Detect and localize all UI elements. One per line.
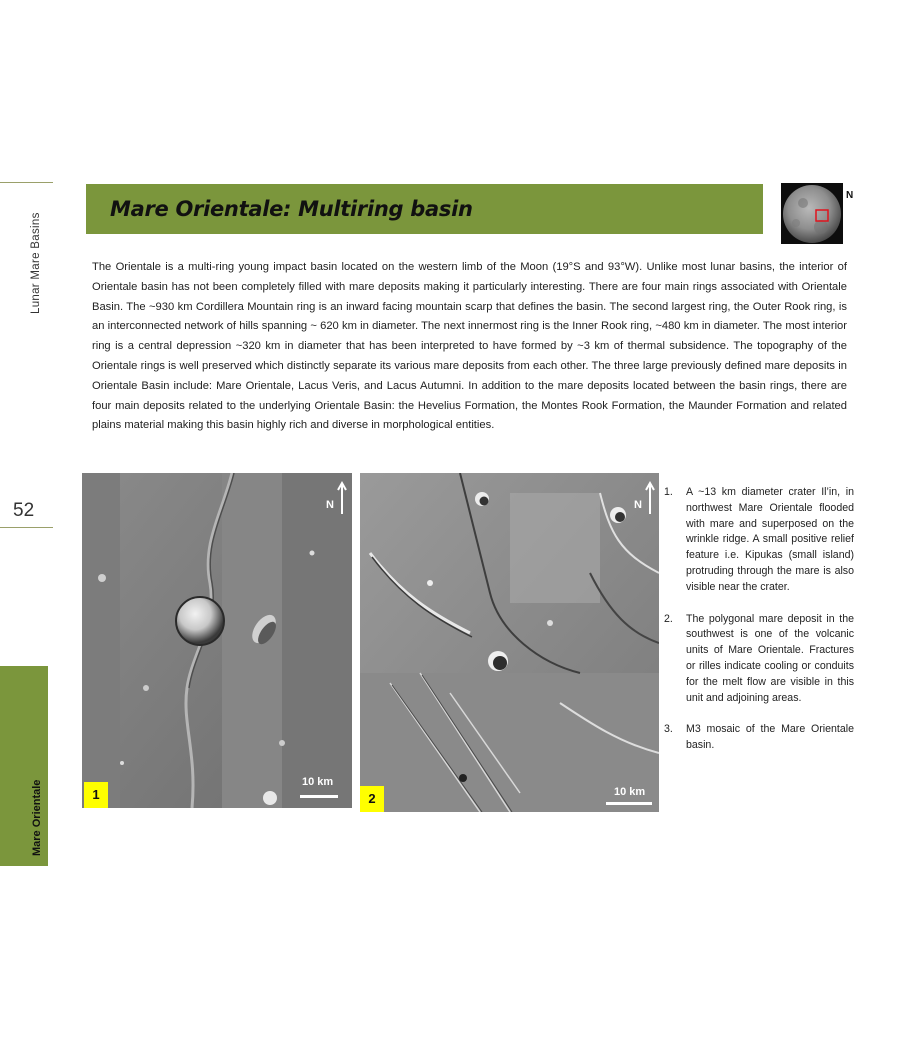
figure-2-image: [360, 473, 659, 812]
figure-2-scale-bar: [606, 802, 652, 805]
running-head: Lunar Mare Basins: [30, 212, 42, 314]
figure-2-north-label: N: [634, 499, 642, 511]
page-number: 52: [13, 500, 35, 521]
figure-2-lunar-surface: [360, 473, 659, 812]
figure-1-north-label: N: [326, 499, 334, 511]
figure-2-scale-label: 10 km: [614, 786, 646, 798]
page-title: Mare Orientale: Multiring basin: [110, 197, 473, 221]
top-margin-rule: [0, 182, 53, 183]
page-number-rule: [0, 527, 53, 528]
caption-number: 3.: [664, 723, 673, 736]
title-bar: [86, 184, 763, 234]
caption-item: [664, 485, 854, 596]
figure-2-label: 2: [360, 786, 384, 812]
north-arrow-icon: [645, 481, 655, 515]
caption-item: [664, 722, 854, 754]
caption-text: M3 mosaic of the Mare Orientale basin.: [686, 723, 854, 752]
intro-paragraph: The Orientale is a multi-ring young impact basin located on the western limb of the Moon (19°S and 93°W). Unlike most lunar basins, the interior of Orientale basin has not been completely filled with mare deposits making it particularly interesting. There are four main rings associated with Orientale Basin. The ~930 km Cordillera Mountain ring is an inward facing mountain scarp that defines the basin. The second largest ring, the Outer Rook ring, is an interconnected network of hills spanning ~ 620 km in diameter. The next innermost ring is the Inner Rook ring, ~480 km in diameter. The most interior ring is a central depression ~320 km in diameter that has been interpreted to have formed by ~3 km of thermal subsidence. The topography of the Orientale rings is well preserved which distinctly separate its various mare deposits from each other. The three large previously defined mare deposits in Orientale Basin include: Mare Orientale, Lacus Veris, and Lacus Autumni. In addition to the mare deposits located between the basin rings, there are four main deposits related to the underlying Orientale Basin: the Hevelius Formation, the Montes Rook Formation, the Maunder Formation and related plains material making this basin highly rich and diverse in morphological entities.: [92, 261, 847, 432]
section-tab-label: Mare Orientale: [31, 779, 43, 856]
north-arrow-icon: [337, 481, 347, 515]
caption-text: A ~13 km diameter crater Il’in, in northwest Mare Orientale flooded with mare and superposed on the wrinkle ridge. A small positive relief feature i.e. Kipukas (small island) protruding through the mare is also visible near the crater.: [686, 486, 854, 593]
caption-item: [664, 612, 854, 707]
caption-text: The polygonal mare deposit in the southwest is one of the volcanic units of Mare Orientale. Fractures or rilles indicate cooling or conduits for the melt flow are visible in this unit and adjoining areas.: [686, 612, 854, 704]
figure-1-image: [82, 473, 352, 808]
lunar-locator-image: [781, 183, 843, 244]
moon-disc-icon: [781, 183, 843, 244]
figure-1-scale-label: 10 km: [302, 776, 334, 788]
locator-north-label: N: [846, 190, 854, 201]
caption-number: 2.: [664, 612, 673, 625]
caption-number: 1.: [664, 486, 673, 498]
figure-captions: [664, 485, 854, 770]
figure-1-lunar-surface: [82, 473, 352, 808]
figure-1-label: 1: [84, 782, 108, 808]
figure-1-scale-bar: [300, 795, 338, 798]
